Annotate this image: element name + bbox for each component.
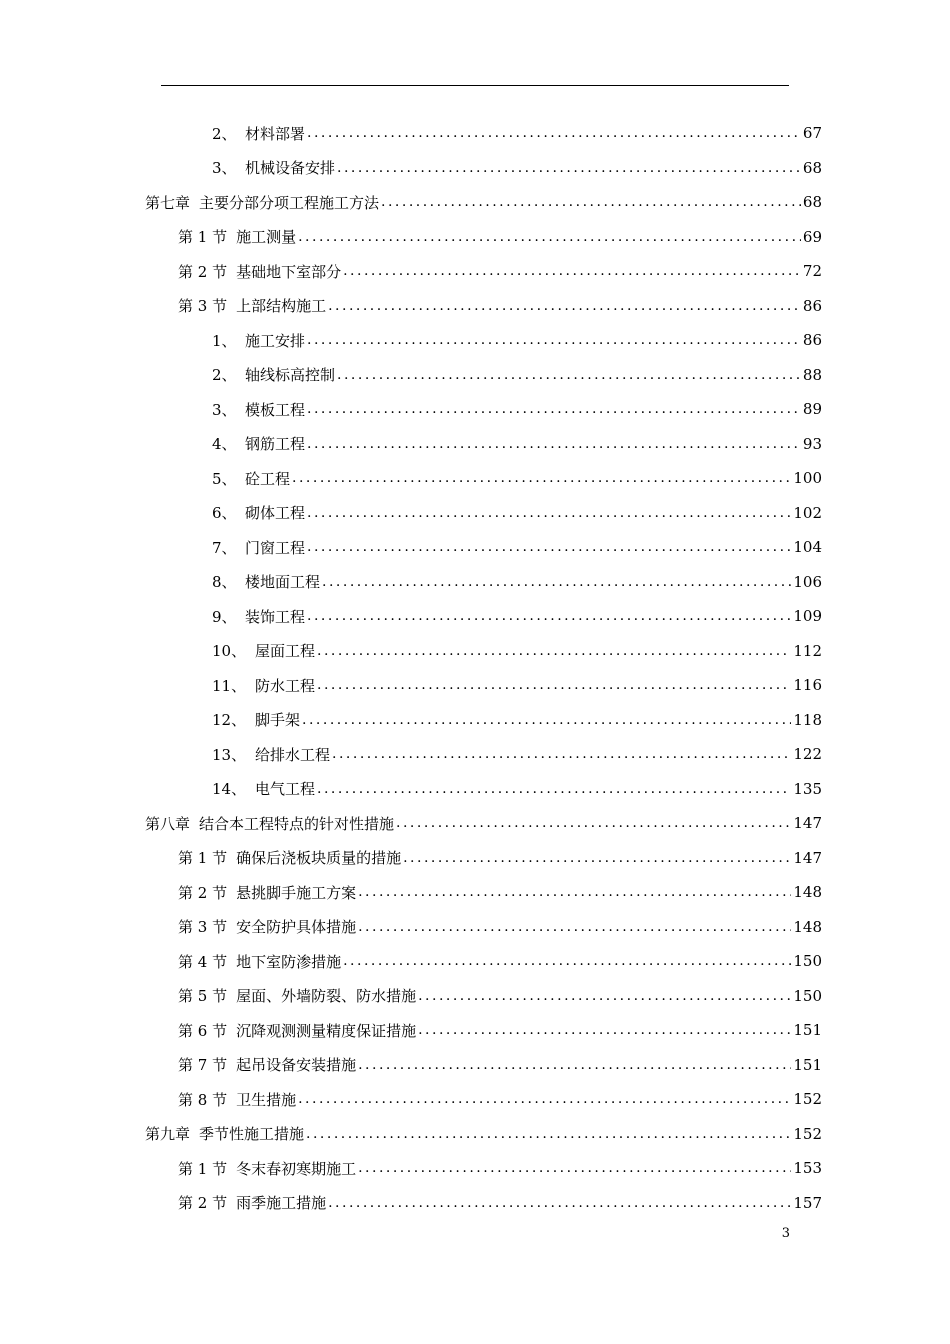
entry-number: 3、 — [212, 400, 237, 419]
dot-leader — [307, 125, 801, 141]
entry-number: 第 2 节 — [178, 262, 228, 281]
entry-number: 9、 — [212, 607, 237, 626]
entry-number: 4、 — [212, 435, 237, 453]
entry-title: 电气工程 — [255, 780, 316, 798]
entry-title: 施工测量 — [236, 228, 297, 246]
toc-entry[interactable] — [178, 1082, 822, 1116]
entry-number: 11、 — [212, 676, 247, 695]
dot-leader — [343, 263, 801, 279]
entry-title: 基础地下室部分 — [236, 262, 342, 281]
entry-number: 第 4 节 — [178, 952, 228, 971]
entry-number: 第 8 节 — [178, 1090, 228, 1109]
toc-entry[interactable] — [178, 1151, 822, 1185]
toc-entry[interactable] — [178, 841, 822, 875]
header-rule — [161, 85, 789, 86]
entry-title: 砼工程 — [245, 469, 291, 488]
entry-page-number: 86 — [802, 331, 822, 349]
entry-title: 安全防护具体措施 — [236, 918, 357, 936]
entry-title: 轴线标高控制 — [245, 366, 336, 384]
entry-number: 1、 — [212, 331, 237, 350]
toc-entry[interactable] — [212, 151, 822, 185]
entry-page-number: 122 — [793, 745, 822, 763]
dot-leader — [403, 850, 791, 866]
entry-title: 悬挑脚手施工方案 — [236, 883, 357, 902]
entry-number: 第 1 节 — [178, 228, 228, 246]
entry-page-number: 157 — [793, 1193, 822, 1212]
entry-title: 砌体工程 — [245, 504, 306, 522]
entry-number: 第 7 节 — [178, 1056, 228, 1074]
entry-page-number: 93 — [802, 434, 822, 453]
entry-title: 结合本工程特点的针对性措施 — [199, 814, 395, 833]
dot-leader — [322, 574, 791, 590]
toc-entry[interactable] — [178, 1013, 822, 1047]
entry-page-number: 148 — [793, 917, 822, 936]
toc-entry[interactable] — [178, 944, 822, 978]
dot-leader — [292, 470, 791, 486]
toc-entry[interactable] — [178, 1186, 822, 1220]
entry-page-number: 151 — [793, 1021, 822, 1039]
dot-leader — [307, 608, 791, 624]
toc-entry[interactable] — [212, 772, 822, 806]
dot-leader — [307, 332, 801, 348]
entry-number: 14、 — [212, 780, 247, 798]
entry-page-number: 72 — [802, 262, 822, 280]
entry-page-number: 69 — [802, 227, 822, 246]
entry-page-number: 89 — [802, 400, 822, 418]
toc-entry[interactable] — [178, 254, 822, 288]
toc-entry[interactable] — [212, 116, 822, 150]
entry-page-number: 67 — [802, 124, 822, 142]
entry-title: 雨季施工措施 — [236, 1194, 327, 1212]
entry-page-number: 118 — [793, 710, 822, 729]
entry-title: 门窗工程 — [245, 538, 306, 557]
dot-leader — [317, 781, 791, 797]
dot-leader — [306, 1126, 791, 1142]
dot-leader — [307, 539, 791, 555]
entry-title: 屋面、外墙防裂、防水措施 — [236, 987, 417, 1005]
entry-title: 上部结构施工 — [236, 297, 327, 315]
entry-number: 5、 — [212, 469, 237, 488]
entry-title: 卫生措施 — [236, 1090, 297, 1109]
entry-number: 8、 — [212, 573, 237, 591]
toc-entry[interactable] — [145, 185, 822, 219]
entry-title: 楼地面工程 — [245, 573, 321, 591]
entry-title: 冬末春初寒期施工 — [236, 1159, 357, 1178]
toc-entry[interactable] — [212, 737, 822, 771]
entry-number: 7、 — [212, 538, 237, 557]
toc-entry[interactable] — [178, 875, 822, 909]
toc-entry[interactable] — [212, 599, 822, 633]
dot-leader — [317, 643, 791, 659]
toc-entry[interactable] — [178, 979, 822, 1013]
entry-page-number: 147 — [793, 848, 822, 867]
entry-title: 确保后浇板块质量的措施 — [236, 849, 402, 867]
entry-title: 防水工程 — [255, 676, 316, 695]
dot-leader — [418, 988, 791, 1004]
entry-page-number: 109 — [793, 607, 822, 625]
entry-number: 第 5 节 — [178, 987, 228, 1005]
entry-page-number: 153 — [793, 1159, 822, 1177]
entry-title: 脚手架 — [255, 711, 301, 729]
entry-page-number: 68 — [802, 158, 822, 177]
entry-number: 第九章 — [145, 1125, 191, 1143]
dot-leader — [358, 1160, 791, 1176]
entry-page-number: 88 — [802, 365, 822, 384]
entry-title: 材料部署 — [245, 124, 306, 143]
entry-page-number: 116 — [793, 676, 822, 694]
dot-leader — [396, 815, 791, 831]
entry-page-number: 152 — [793, 1090, 822, 1108]
entry-number: 6、 — [212, 504, 237, 522]
entry-number: 12、 — [212, 711, 247, 729]
dot-leader — [328, 298, 801, 314]
toc-entry[interactable] — [212, 703, 822, 737]
entry-title: 机械设备安排 — [245, 159, 336, 177]
entry-number: 3、 — [212, 159, 237, 177]
toc-entry[interactable] — [212, 323, 822, 357]
toc-entry[interactable] — [212, 461, 822, 495]
entry-title: 给排水工程 — [255, 745, 331, 764]
entry-number: 13、 — [212, 745, 247, 764]
entry-page-number: 100 — [793, 469, 822, 487]
entry-number: 10、 — [212, 642, 247, 660]
toc-entry[interactable] — [178, 220, 822, 254]
toc-entry[interactable] — [212, 358, 822, 392]
dot-leader — [298, 229, 801, 245]
entry-number: 2、 — [212, 366, 237, 384]
dot-leader — [381, 194, 801, 210]
toc-entry[interactable] — [212, 634, 822, 668]
dot-leader — [302, 712, 791, 728]
entry-page-number: 150 — [793, 986, 822, 1005]
entry-title: 主要分部分项工程施工方法 — [199, 193, 380, 212]
entry-title: 钢筋工程 — [245, 435, 306, 453]
entry-number: 第七章 — [145, 193, 191, 212]
dot-leader — [307, 436, 801, 452]
dot-leader — [358, 884, 791, 900]
entry-number: 第 3 节 — [178, 297, 228, 315]
toc-entry[interactable] — [145, 1117, 822, 1151]
entry-page-number: 68 — [802, 193, 822, 211]
dot-leader — [418, 1022, 791, 1038]
entry-number: 第 3 节 — [178, 918, 228, 936]
page-number-footer: 3 — [781, 1226, 790, 1241]
entry-number: 第 1 节 — [178, 849, 228, 867]
entry-page-number: 135 — [793, 779, 822, 798]
dot-leader — [298, 1091, 791, 1107]
entry-page-number: 147 — [793, 814, 822, 832]
entry-title: 屋面工程 — [255, 642, 316, 660]
toc-entry[interactable] — [212, 668, 822, 702]
dot-leader — [307, 401, 801, 417]
entry-title: 地下室防渗措施 — [236, 952, 342, 971]
entry-number: 第 2 节 — [178, 883, 228, 902]
toc-entry[interactable] — [212, 392, 822, 426]
entry-page-number: 152 — [793, 1124, 822, 1143]
dot-leader — [328, 1195, 791, 1211]
entry-number: 第 1 节 — [178, 1159, 228, 1178]
entry-number: 2、 — [212, 124, 237, 143]
dot-leader — [358, 919, 791, 935]
entry-number: 第 2 节 — [178, 1194, 228, 1212]
toc-entry[interactable] — [212, 427, 822, 461]
entry-title: 模板工程 — [245, 400, 306, 419]
toc-entry[interactable] — [178, 289, 822, 323]
entry-page-number: 106 — [793, 572, 822, 591]
entry-number: 第 6 节 — [178, 1021, 228, 1040]
entry-page-number: 150 — [793, 952, 822, 970]
entry-page-number: 112 — [793, 641, 822, 660]
entry-title: 装饰工程 — [245, 607, 306, 626]
toc-entry[interactable] — [212, 565, 822, 599]
entry-page-number: 148 — [793, 883, 822, 901]
dot-leader — [358, 1057, 791, 1073]
toc-entry[interactable] — [178, 1048, 822, 1082]
entry-page-number: 86 — [802, 296, 822, 315]
entry-title: 季节性施工措施 — [199, 1125, 305, 1143]
entry-number: 第八章 — [145, 814, 191, 833]
toc-entry[interactable] — [145, 806, 822, 840]
entry-page-number: 102 — [793, 503, 822, 522]
dot-leader — [343, 953, 791, 969]
toc-entry[interactable] — [212, 530, 822, 564]
entry-title: 起吊设备安装措施 — [236, 1056, 357, 1074]
dot-leader — [332, 746, 791, 762]
entry-title: 施工安排 — [245, 331, 306, 350]
dot-leader — [337, 367, 801, 383]
entry-title: 沉降观测测量精度保证措施 — [236, 1021, 417, 1040]
dot-leader — [307, 505, 791, 521]
dot-leader — [317, 677, 791, 693]
toc-entry[interactable] — [178, 910, 822, 944]
dot-leader — [337, 160, 801, 176]
entry-page-number: 104 — [793, 538, 822, 556]
toc-entry[interactable] — [212, 496, 822, 530]
entry-page-number: 151 — [793, 1055, 822, 1074]
